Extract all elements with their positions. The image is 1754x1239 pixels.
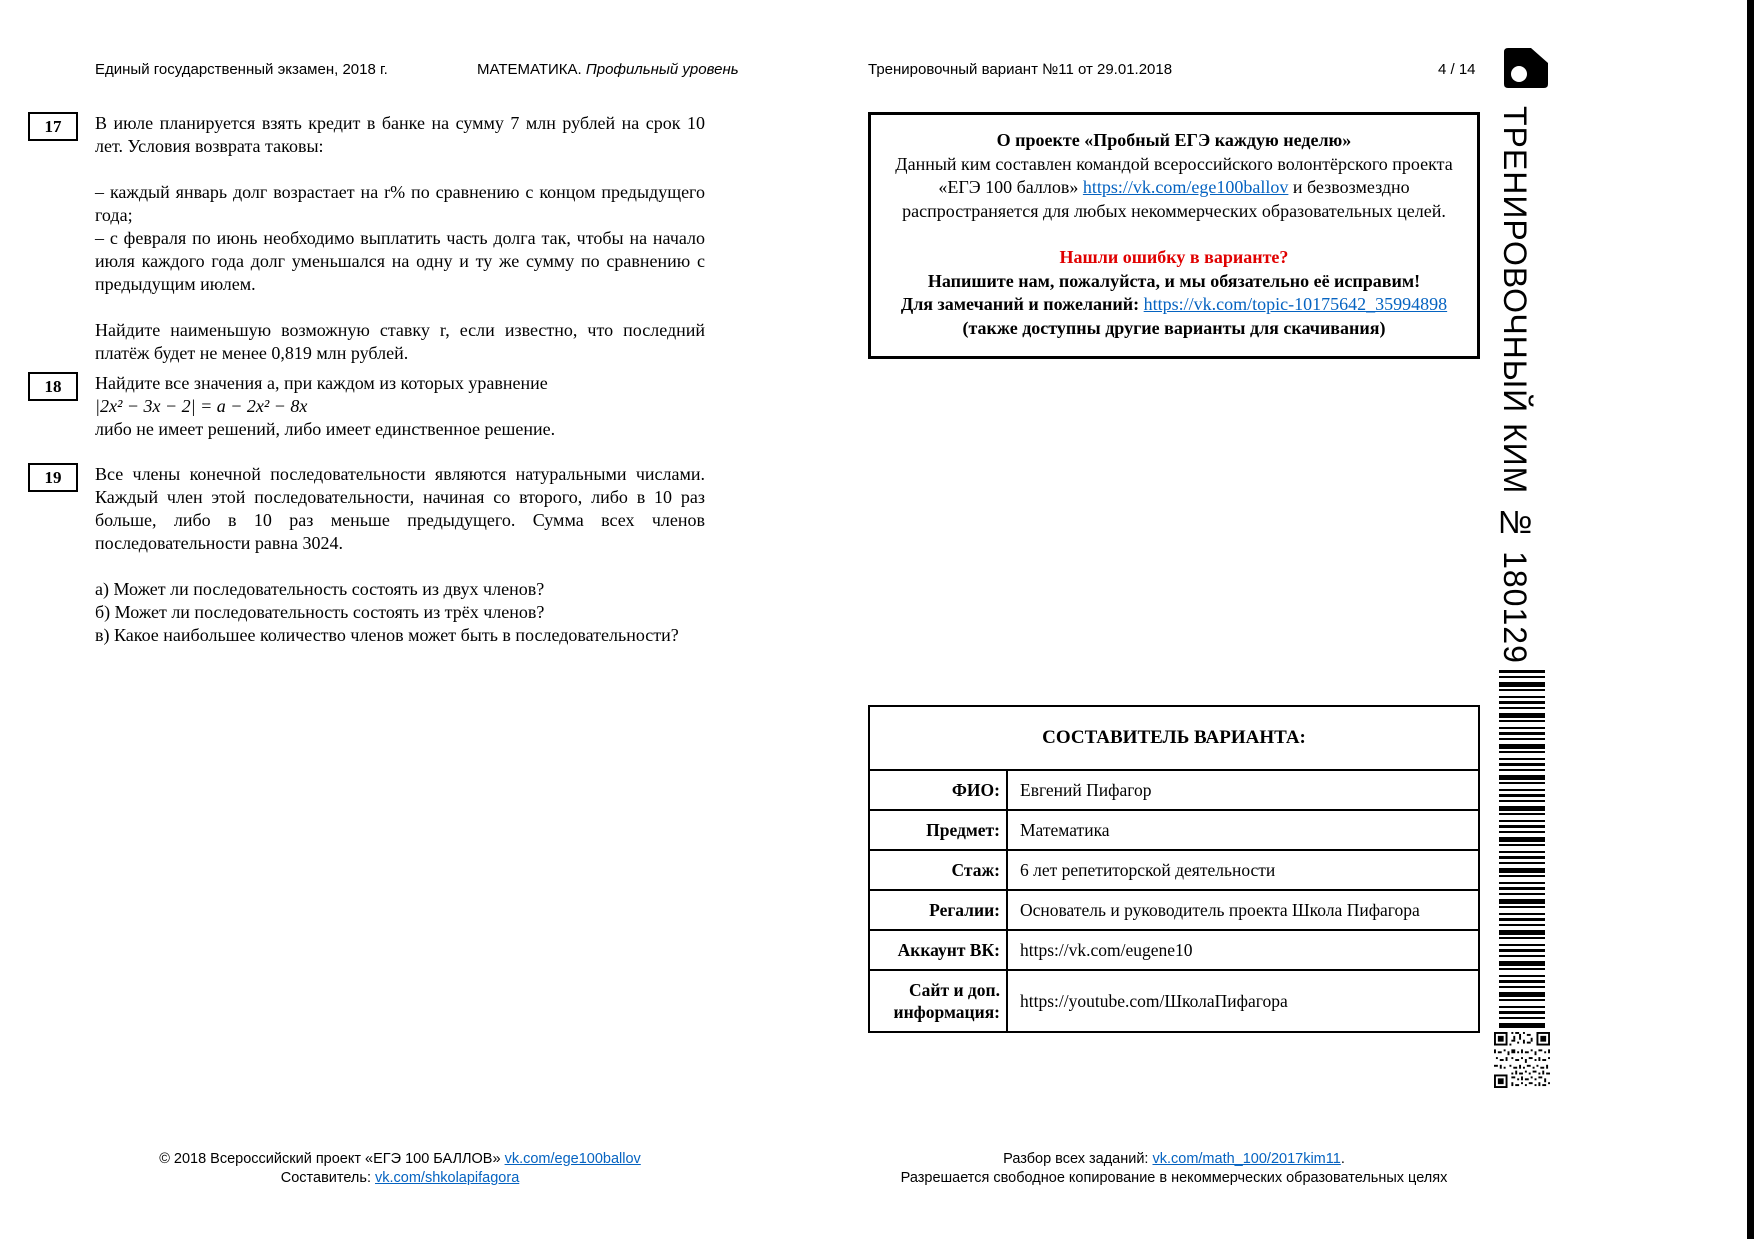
problem-18-line1: Найдите все значения a, при каждом из которых уравнение	[95, 373, 548, 393]
about-description-text-1: Данный ким составлен командой всероссийского волонтёрского проекта «ЕГЭ 100 баллов»	[895, 153, 1453, 197]
table-row	[870, 931, 1478, 971]
kim-vertical-label: ТРЕНИРОВОЧНЫЙ КИМ № 180129	[1497, 106, 1533, 664]
problem-18-number: 18	[28, 372, 78, 401]
table-row	[870, 851, 1478, 891]
problem-17-question: Найдите наименьшую возможную ставку r, если известно, что последний платёж будет не менее 0,819 млн рублей.	[95, 320, 705, 363]
about-vk-group-link[interactable]: https://vk.com/ege100ballov	[1082, 177, 1289, 197]
error-report-title: Нашли ошибку в варианте?	[1059, 247, 1289, 267]
ege-100-ballov-logo-icon	[1504, 48, 1548, 88]
header-exam-title: Единый государственный экзамен, 2018 г.	[95, 61, 388, 78]
author-regalia-value: Основатель и руководитель проекта Школа Пифагора	[1020, 900, 1420, 920]
author-subject-value: Математика	[1020, 820, 1110, 840]
page-edge	[1747, 0, 1754, 1239]
author-regalia-label: Регалии:	[870, 891, 1008, 929]
spacer	[95, 555, 705, 578]
table-row	[870, 891, 1478, 931]
author-site-label: Сайт и доп. информация:	[870, 971, 1008, 1031]
spacer	[883, 223, 1465, 246]
footer-author-line	[95, 1169, 705, 1188]
table-row	[870, 811, 1478, 851]
table-row	[870, 771, 1478, 811]
header-variant: Тренировочный вариант №11 от 29.01.2018	[868, 61, 1173, 78]
vertical-barcode-icon	[1499, 670, 1545, 1028]
footer-copyright-line	[95, 1150, 705, 1169]
author-table-title: СОСТАВИТЕЛЬ ВАРИАНТА:	[870, 707, 1478, 771]
problem-19-body: Все члены конечной последовательности являются натуральными числами. Каждый член этой последовательности, начиная со второго, либо в 10 раз больше, либо в 10 раз меньше предыдущего. Сумма всех членов последовательности равна 3024.	[95, 464, 705, 553]
footer-author-text: Составитель:	[280, 1170, 375, 1186]
author-vk-value: https://vk.com/eugene10	[1020, 940, 1193, 960]
author-name-value: Евгений Пифагор	[1020, 780, 1152, 800]
qr-code-icon	[1494, 1032, 1550, 1088]
footer-license-line: Разрешается свободное копирование в некоммерческих образовательных целях	[900, 1170, 1448, 1186]
author-subject-label: Предмет:	[870, 811, 1008, 849]
error-report-line1: Напишите нам, пожалуйста, и мы обязательно её исправим!	[927, 270, 1421, 291]
footer-solutions-suffix: .	[1340, 1151, 1345, 1167]
footer-author-link[interactable]: vk.com/shkolapifagora	[375, 1170, 520, 1186]
about-project-description	[883, 153, 1465, 224]
about-description-text-2: и безвозмездно распространяется для любых некоммерческих образовательных целей.	[902, 177, 1446, 221]
author-experience-label: Стаж:	[870, 851, 1008, 889]
error-report-line3: (также доступны другие варианты для скачивания)	[962, 317, 1386, 338]
problem-19-question-b: б) Может ли последовательность состоять из трёх членов?	[95, 602, 545, 622]
problem-19	[95, 463, 705, 647]
footer-copyright-text: © 2018 Всероссийский проект «ЕГЭ 100 БАЛЛОВ»	[159, 1151, 505, 1167]
header-page-number: 4 / 14	[1438, 61, 1476, 78]
problem-18-equation: |2x² − 3x − 2| = a − 2x² − 8x	[95, 396, 308, 416]
problem-17-condition-2: – с февраля по июнь необходимо выплатить часть долга так, чтобы на начало июля каждого года долг уменьшался на одну и ту же сумму по сравнению с предыдущим июлем.	[95, 228, 705, 294]
error-report-line2	[883, 293, 1465, 317]
feedback-topic-link[interactable]: https://vk.com/topic-10175642_35994898	[1143, 294, 1448, 314]
about-project-box	[868, 112, 1480, 359]
problem-18-line2: либо не имеет решений, либо имеет единственное решение.	[95, 419, 556, 439]
header-subject-name: МАТЕМАТИКА.	[477, 61, 582, 78]
error-report-line2-label: Для замечаний и пожеланий:	[900, 294, 1144, 314]
footer-left	[95, 1150, 705, 1188]
spacer	[95, 158, 705, 181]
author-table	[868, 705, 1480, 1033]
problem-19-number: 19	[28, 463, 78, 492]
author-site-value: https://youtube.com/ШколаПифагора	[1020, 991, 1288, 1011]
spacer	[95, 296, 705, 319]
author-experience-value: 6 лет репетиторской деятельности	[1020, 860, 1276, 880]
author-name-label: ФИО:	[870, 771, 1008, 809]
problem-17-number: 17	[28, 112, 78, 141]
footer-solutions-text: Разбор всех заданий:	[1003, 1151, 1153, 1167]
footer-solutions-link[interactable]: vk.com/math_100/2017kim11	[1152, 1151, 1341, 1167]
about-project-title: О проекте «Пробный ЕГЭ каждую неделю»	[996, 130, 1352, 150]
problem-18	[95, 372, 705, 441]
footer-right	[868, 1150, 1480, 1188]
problem-17-intro: В июле планируется взять кредит в банке на сумму 7 млн рублей на срок 10 лет. Условия возврата таковы:	[95, 113, 705, 156]
footer-solutions-line	[868, 1150, 1480, 1169]
problem-19-question-c: в) Какое наибольшее количество членов может быть в последовательности?	[95, 625, 679, 645]
problem-17	[95, 112, 705, 365]
header-subject-level: Профильный уровень	[581, 61, 739, 78]
problem-17-condition-1: – каждый январь долг возрастает на r% по сравнению с концом предыдущего года;	[95, 182, 705, 225]
table-row	[870, 971, 1478, 1031]
problem-19-question-a: а) Может ли последовательность состоять из двух членов?	[95, 579, 545, 599]
author-vk-label: Аккаунт ВК:	[870, 931, 1008, 969]
header-subject	[477, 61, 739, 78]
footer-project-link[interactable]: vk.com/ege100ballov	[504, 1151, 641, 1167]
